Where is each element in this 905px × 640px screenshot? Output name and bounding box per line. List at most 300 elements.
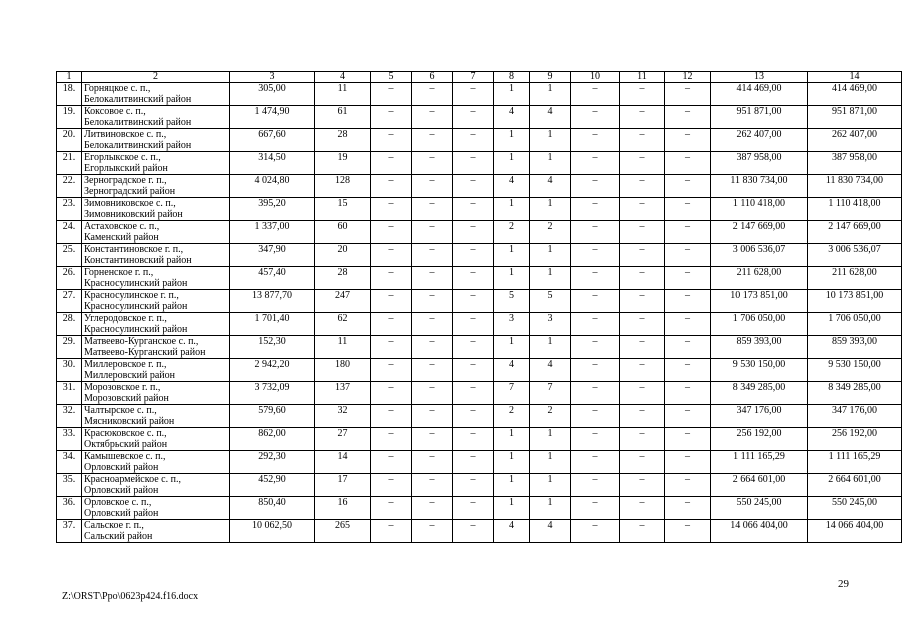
district-name: Белокалитвинский район bbox=[84, 140, 192, 151]
cell-c5: – bbox=[371, 359, 412, 382]
cell-c6: – bbox=[412, 290, 453, 313]
cell-c13: 256 192,00 bbox=[711, 428, 808, 451]
cell-c13: 1 111 165,29 bbox=[711, 451, 808, 474]
settlement-name: Сальское г. п., bbox=[84, 520, 144, 531]
cell-c8: 1 bbox=[494, 428, 530, 451]
cell-c9: 1 bbox=[530, 129, 571, 152]
cell-c3: 292,30 bbox=[230, 451, 315, 474]
cell-c5: – bbox=[371, 451, 412, 474]
cell-c9: 1 bbox=[530, 244, 571, 267]
cell-c6: – bbox=[412, 313, 453, 336]
cell-c7: – bbox=[453, 313, 494, 336]
cell-c5: – bbox=[371, 152, 412, 175]
cell-c4: 20 bbox=[315, 244, 371, 267]
cell-c14: 211 628,00 bbox=[808, 267, 902, 290]
cell-c12: – bbox=[665, 405, 711, 428]
column-header: 2 bbox=[82, 72, 230, 83]
district-name: Зерноградский район bbox=[84, 186, 176, 197]
cell-c13: 414 469,00 bbox=[711, 83, 808, 106]
cell-c4: 28 bbox=[315, 267, 371, 290]
cell-c8: 2 bbox=[494, 221, 530, 244]
cell-c7: – bbox=[453, 428, 494, 451]
cell-c9: 1 bbox=[530, 152, 571, 175]
settlement-cell bbox=[82, 313, 230, 336]
cell-c6: – bbox=[412, 129, 453, 152]
cell-c13: 10 173 851,00 bbox=[711, 290, 808, 313]
cell-c11: – bbox=[620, 520, 665, 543]
column-header: 13 bbox=[711, 72, 808, 83]
cell-c3: 579,60 bbox=[230, 405, 315, 428]
cell-c3: 1 337,00 bbox=[230, 221, 315, 244]
cell-c4: 137 bbox=[315, 382, 371, 405]
district-name: Константиновский район bbox=[84, 255, 192, 266]
cell-c7: – bbox=[453, 152, 494, 175]
row-number: 24. bbox=[57, 221, 82, 244]
cell-c7: – bbox=[453, 497, 494, 520]
cell-c5: – bbox=[371, 106, 412, 129]
cell-c12: – bbox=[665, 175, 711, 198]
cell-c8: 4 bbox=[494, 359, 530, 382]
settlement-cell bbox=[82, 83, 230, 106]
settlement-name: Егорлыкское с. п., bbox=[84, 152, 161, 163]
settlement-name: Константиновское г. п., bbox=[84, 244, 184, 255]
cell-c9: 1 bbox=[530, 198, 571, 221]
cell-c8: 4 bbox=[494, 175, 530, 198]
row-number: 26. bbox=[57, 267, 82, 290]
cell-c14: 262 407,00 bbox=[808, 129, 902, 152]
cell-c4: 62 bbox=[315, 313, 371, 336]
district-name: Каменский район bbox=[84, 232, 159, 243]
cell-c7: – bbox=[453, 129, 494, 152]
cell-c8: 1 bbox=[494, 474, 530, 497]
cell-c11: – bbox=[620, 290, 665, 313]
cell-c11: – bbox=[620, 83, 665, 106]
settlement-name: Матвеево-Курганское с. п., bbox=[84, 336, 199, 347]
cell-c7: – bbox=[453, 451, 494, 474]
cell-c8: 1 bbox=[494, 129, 530, 152]
cell-c6: – bbox=[412, 359, 453, 382]
cell-c12: – bbox=[665, 520, 711, 543]
cell-c3: 2 942,20 bbox=[230, 359, 315, 382]
settlement-name: Горненское г. п., bbox=[84, 267, 154, 278]
cell-c11: – bbox=[620, 405, 665, 428]
cell-c6: – bbox=[412, 474, 453, 497]
cell-c8: 4 bbox=[494, 520, 530, 543]
column-header: 10 bbox=[571, 72, 620, 83]
cell-c14: 256 192,00 bbox=[808, 428, 902, 451]
district-name: Красносулинский район bbox=[84, 301, 188, 312]
cell-c5: – bbox=[371, 267, 412, 290]
cell-c8: 1 bbox=[494, 83, 530, 106]
column-header: 8 bbox=[494, 72, 530, 83]
cell-c10: – bbox=[571, 359, 620, 382]
cell-c4: 128 bbox=[315, 175, 371, 198]
cell-c5: – bbox=[371, 221, 412, 244]
cell-c3: 395,20 bbox=[230, 198, 315, 221]
table-row bbox=[57, 221, 902, 244]
cell-c4: 11 bbox=[315, 336, 371, 359]
cell-c12: – bbox=[665, 152, 711, 175]
column-header: 3 bbox=[230, 72, 315, 83]
table-row bbox=[57, 336, 902, 359]
cell-c13: 8 349 285,00 bbox=[711, 382, 808, 405]
table-row bbox=[57, 83, 902, 106]
table-row bbox=[57, 175, 902, 198]
cell-c11: – bbox=[620, 382, 665, 405]
cell-c4: 247 bbox=[315, 290, 371, 313]
cell-c7: – bbox=[453, 520, 494, 543]
row-number: 22. bbox=[57, 175, 82, 198]
cell-c4: 265 bbox=[315, 520, 371, 543]
district-name: Орловский район bbox=[84, 462, 159, 473]
table-row bbox=[57, 313, 902, 336]
cell-c3: 457,40 bbox=[230, 267, 315, 290]
row-number: 25. bbox=[57, 244, 82, 267]
table-row bbox=[57, 267, 902, 290]
cell-c7: – bbox=[453, 359, 494, 382]
cell-c13: 2 147 669,00 bbox=[711, 221, 808, 244]
settlement-name: Астаховское с. п., bbox=[84, 221, 160, 232]
row-number: 34. bbox=[57, 451, 82, 474]
cell-c11: – bbox=[620, 474, 665, 497]
cell-c13: 3 006 536,07 bbox=[711, 244, 808, 267]
settlement-name: Углеродовское г. п., bbox=[84, 313, 167, 324]
cell-c4: 14 bbox=[315, 451, 371, 474]
cell-c6: – bbox=[412, 336, 453, 359]
cell-c10: – bbox=[571, 83, 620, 106]
cell-c11: – bbox=[620, 152, 665, 175]
cell-c13: 1 110 418,00 bbox=[711, 198, 808, 221]
table-row bbox=[57, 451, 902, 474]
row-number: 29. bbox=[57, 336, 82, 359]
cell-c6: – bbox=[412, 267, 453, 290]
cell-c8: 1 bbox=[494, 198, 530, 221]
cell-c7: – bbox=[453, 83, 494, 106]
cell-c11: – bbox=[620, 428, 665, 451]
cell-c6: – bbox=[412, 428, 453, 451]
table-row bbox=[57, 129, 902, 152]
cell-c12: – bbox=[665, 198, 711, 221]
cell-c14: 2 664 601,00 bbox=[808, 474, 902, 497]
row-number: 23. bbox=[57, 198, 82, 221]
district-name: Миллеровский район bbox=[84, 370, 175, 381]
cell-c10: – bbox=[571, 451, 620, 474]
cell-c5: – bbox=[371, 313, 412, 336]
table-row bbox=[57, 290, 902, 313]
settlement-name: Литвиновское с. п., bbox=[84, 129, 167, 140]
column-header: 1 bbox=[57, 72, 82, 83]
cell-c9: 4 bbox=[530, 520, 571, 543]
cell-c10: – bbox=[571, 474, 620, 497]
cell-c8: 4 bbox=[494, 106, 530, 129]
settlement-cell bbox=[82, 359, 230, 382]
settlement-name: Красносулинское г. п., bbox=[84, 290, 179, 301]
cell-c12: – bbox=[665, 267, 711, 290]
cell-c9: 1 bbox=[530, 83, 571, 106]
cell-c6: – bbox=[412, 152, 453, 175]
cell-c14: 951 871,00 bbox=[808, 106, 902, 129]
cell-c14: 11 830 734,00 bbox=[808, 175, 902, 198]
cell-c14: 414 469,00 bbox=[808, 83, 902, 106]
cell-c12: – bbox=[665, 313, 711, 336]
district-name: Красносулинский район bbox=[84, 324, 188, 335]
header-row bbox=[57, 72, 902, 83]
cell-c10: – bbox=[571, 198, 620, 221]
cell-c13: 211 628,00 bbox=[711, 267, 808, 290]
column-header: 11 bbox=[620, 72, 665, 83]
district-name: Белокалитвинский район bbox=[84, 94, 192, 105]
cell-c11: – bbox=[620, 129, 665, 152]
cell-c9: 4 bbox=[530, 359, 571, 382]
cell-c11: – bbox=[620, 175, 665, 198]
cell-c11: – bbox=[620, 267, 665, 290]
cell-c10: – bbox=[571, 497, 620, 520]
row-number: 21. bbox=[57, 152, 82, 175]
cell-c6: – bbox=[412, 106, 453, 129]
cell-c5: – bbox=[371, 198, 412, 221]
settlement-cell bbox=[82, 152, 230, 175]
cell-c7: – bbox=[453, 106, 494, 129]
cell-c12: – bbox=[665, 382, 711, 405]
table-row bbox=[57, 405, 902, 428]
row-number: 18. bbox=[57, 83, 82, 106]
column-header: 12 bbox=[665, 72, 711, 83]
settlement-name: Красноармейское с. п., bbox=[84, 474, 181, 485]
cell-c8: 1 bbox=[494, 497, 530, 520]
cell-c5: – bbox=[371, 497, 412, 520]
cell-c14: 1 706 050,00 bbox=[808, 313, 902, 336]
cell-c14: 10 173 851,00 bbox=[808, 290, 902, 313]
cell-c7: – bbox=[453, 382, 494, 405]
cell-c10: – bbox=[571, 221, 620, 244]
cell-c11: – bbox=[620, 336, 665, 359]
cell-c13: 859 393,00 bbox=[711, 336, 808, 359]
table-row bbox=[57, 244, 902, 267]
cell-c7: – bbox=[453, 221, 494, 244]
cell-c4: 16 bbox=[315, 497, 371, 520]
cell-c14: 9 530 150,00 bbox=[808, 359, 902, 382]
cell-c8: 1 bbox=[494, 336, 530, 359]
cell-c8: 1 bbox=[494, 244, 530, 267]
table-row bbox=[57, 474, 902, 497]
cell-c8: 3 bbox=[494, 313, 530, 336]
cell-c5: – bbox=[371, 520, 412, 543]
district-name: Мясниковский район bbox=[84, 416, 175, 427]
district-name: Сальский район bbox=[84, 531, 153, 542]
file-path: Z:\ORST\Ppo\0623p424.f16.docx bbox=[62, 591, 199, 602]
cell-c10: – bbox=[571, 405, 620, 428]
cell-c12: – bbox=[665, 244, 711, 267]
cell-c8: 7 bbox=[494, 382, 530, 405]
table-row bbox=[57, 382, 902, 405]
cell-c4: 11 bbox=[315, 83, 371, 106]
table-row bbox=[57, 428, 902, 451]
cell-c6: – bbox=[412, 244, 453, 267]
cell-c13: 2 664 601,00 bbox=[711, 474, 808, 497]
cell-c14: 14 066 404,00 bbox=[808, 520, 902, 543]
cell-c10: – bbox=[571, 313, 620, 336]
cell-c7: – bbox=[453, 405, 494, 428]
cell-c5: – bbox=[371, 336, 412, 359]
cell-c3: 667,60 bbox=[230, 129, 315, 152]
cell-c3: 347,90 bbox=[230, 244, 315, 267]
cell-c13: 14 066 404,00 bbox=[711, 520, 808, 543]
cell-c9: 5 bbox=[530, 290, 571, 313]
district-name: Белокалитвинский район bbox=[84, 117, 192, 128]
row-number: 20. bbox=[57, 129, 82, 152]
settlement-cell bbox=[82, 451, 230, 474]
cell-c5: – bbox=[371, 129, 412, 152]
cell-c10: – bbox=[571, 382, 620, 405]
cell-c5: – bbox=[371, 405, 412, 428]
table-row bbox=[57, 497, 902, 520]
cell-c14: 1 111 165,29 bbox=[808, 451, 902, 474]
cell-c9: 4 bbox=[530, 175, 571, 198]
table-row bbox=[57, 198, 902, 221]
cell-c12: – bbox=[665, 428, 711, 451]
cell-c9: 7 bbox=[530, 382, 571, 405]
district-name: Октябрьский район bbox=[84, 439, 168, 450]
column-header: 7 bbox=[453, 72, 494, 83]
cell-c8: 2 bbox=[494, 405, 530, 428]
cell-c7: – bbox=[453, 244, 494, 267]
cell-c10: – bbox=[571, 244, 620, 267]
cell-c9: 1 bbox=[530, 267, 571, 290]
row-number: 36. bbox=[57, 497, 82, 520]
table-row bbox=[57, 152, 902, 175]
cell-c5: – bbox=[371, 290, 412, 313]
cell-c14: 387 958,00 bbox=[808, 152, 902, 175]
cell-c12: – bbox=[665, 359, 711, 382]
district-name: Матвеево-Курганский район bbox=[84, 347, 206, 358]
cell-c5: – bbox=[371, 244, 412, 267]
cell-c4: 60 bbox=[315, 221, 371, 244]
cell-c12: – bbox=[665, 474, 711, 497]
row-number: 35. bbox=[57, 474, 82, 497]
table-row bbox=[57, 359, 902, 382]
page-number: 29 bbox=[838, 578, 849, 590]
cell-c14: 347 176,00 bbox=[808, 405, 902, 428]
cell-c12: – bbox=[665, 221, 711, 244]
cell-c8: 1 bbox=[494, 267, 530, 290]
cell-c8: 1 bbox=[494, 152, 530, 175]
cell-c7: – bbox=[453, 267, 494, 290]
settlement-cell bbox=[82, 520, 230, 543]
cell-c13: 262 407,00 bbox=[711, 129, 808, 152]
cell-c6: – bbox=[412, 198, 453, 221]
cell-c8: 5 bbox=[494, 290, 530, 313]
cell-c13: 550 245,00 bbox=[711, 497, 808, 520]
cell-c11: – bbox=[620, 451, 665, 474]
cell-c11: – bbox=[620, 106, 665, 129]
cell-c6: – bbox=[412, 497, 453, 520]
settlement-name: Горняцкое с. п., bbox=[84, 83, 151, 94]
cell-c9: 1 bbox=[530, 428, 571, 451]
cell-c10: – bbox=[571, 267, 620, 290]
cell-c6: – bbox=[412, 83, 453, 106]
cell-c3: 1 701,40 bbox=[230, 313, 315, 336]
settlement-cell bbox=[82, 405, 230, 428]
cell-c3: 452,90 bbox=[230, 474, 315, 497]
row-number: 27. bbox=[57, 290, 82, 313]
cell-c12: – bbox=[665, 106, 711, 129]
cell-c11: – bbox=[620, 497, 665, 520]
cell-c4: 28 bbox=[315, 129, 371, 152]
column-header: 6 bbox=[412, 72, 453, 83]
cell-c13: 347 176,00 bbox=[711, 405, 808, 428]
settlement-name: Морозовское г. п., bbox=[84, 382, 161, 393]
cell-c12: – bbox=[665, 83, 711, 106]
settlement-cell bbox=[82, 497, 230, 520]
row-number: 32. bbox=[57, 405, 82, 428]
cell-c6: – bbox=[412, 451, 453, 474]
cell-c4: 61 bbox=[315, 106, 371, 129]
district-name: Морозовский район bbox=[84, 393, 169, 404]
district-name: Зимовниковский район bbox=[84, 209, 183, 220]
column-header: 9 bbox=[530, 72, 571, 83]
table-row bbox=[57, 106, 902, 129]
cell-c3: 862,00 bbox=[230, 428, 315, 451]
settlement-cell bbox=[82, 244, 230, 267]
cell-c4: 15 bbox=[315, 198, 371, 221]
cell-c3: 305,00 bbox=[230, 83, 315, 106]
cell-c10: – bbox=[571, 152, 620, 175]
cell-c3: 4 024,80 bbox=[230, 175, 315, 198]
settlement-name: Камышевское с. п., bbox=[84, 451, 166, 462]
cell-c5: – bbox=[371, 474, 412, 497]
settlement-cell bbox=[82, 382, 230, 405]
cell-c8: 1 bbox=[494, 451, 530, 474]
cell-c9: 1 bbox=[530, 474, 571, 497]
cell-c10: – bbox=[571, 290, 620, 313]
cell-c10: – bbox=[571, 106, 620, 129]
settlement-name: Миллеровское г. п., bbox=[84, 359, 167, 370]
cell-c3: 10 062,50 bbox=[230, 520, 315, 543]
settlement-cell bbox=[82, 336, 230, 359]
settlement-name: Орловское с. п., bbox=[84, 497, 152, 508]
settlement-name: Красюковское с. п., bbox=[84, 428, 167, 439]
settlement-cell bbox=[82, 428, 230, 451]
cell-c7: – bbox=[453, 336, 494, 359]
cell-c12: – bbox=[665, 451, 711, 474]
cell-c6: – bbox=[412, 520, 453, 543]
settlement-name: Зимовниковское с. п., bbox=[84, 198, 176, 209]
cell-c3: 152,30 bbox=[230, 336, 315, 359]
cell-c14: 3 006 536,07 bbox=[808, 244, 902, 267]
cell-c14: 550 245,00 bbox=[808, 497, 902, 520]
cell-c3: 1 474,90 bbox=[230, 106, 315, 129]
row-number: 28. bbox=[57, 313, 82, 336]
column-header: 14 bbox=[808, 72, 902, 83]
cell-c6: – bbox=[412, 382, 453, 405]
column-header: 4 bbox=[315, 72, 371, 83]
cell-c10: – bbox=[571, 129, 620, 152]
cell-c14: 2 147 669,00 bbox=[808, 221, 902, 244]
cell-c3: 13 877,70 bbox=[230, 290, 315, 313]
cell-c11: – bbox=[620, 313, 665, 336]
cell-c5: – bbox=[371, 83, 412, 106]
cell-c9: 4 bbox=[530, 106, 571, 129]
row-number: 33. bbox=[57, 428, 82, 451]
cell-c13: 9 530 150,00 bbox=[711, 359, 808, 382]
table-body bbox=[57, 72, 902, 543]
settlement-cell bbox=[82, 129, 230, 152]
cell-c5: – bbox=[371, 428, 412, 451]
cell-c9: 1 bbox=[530, 497, 571, 520]
cell-c12: – bbox=[665, 290, 711, 313]
settlement-cell bbox=[82, 474, 230, 497]
cell-c7: – bbox=[453, 290, 494, 313]
